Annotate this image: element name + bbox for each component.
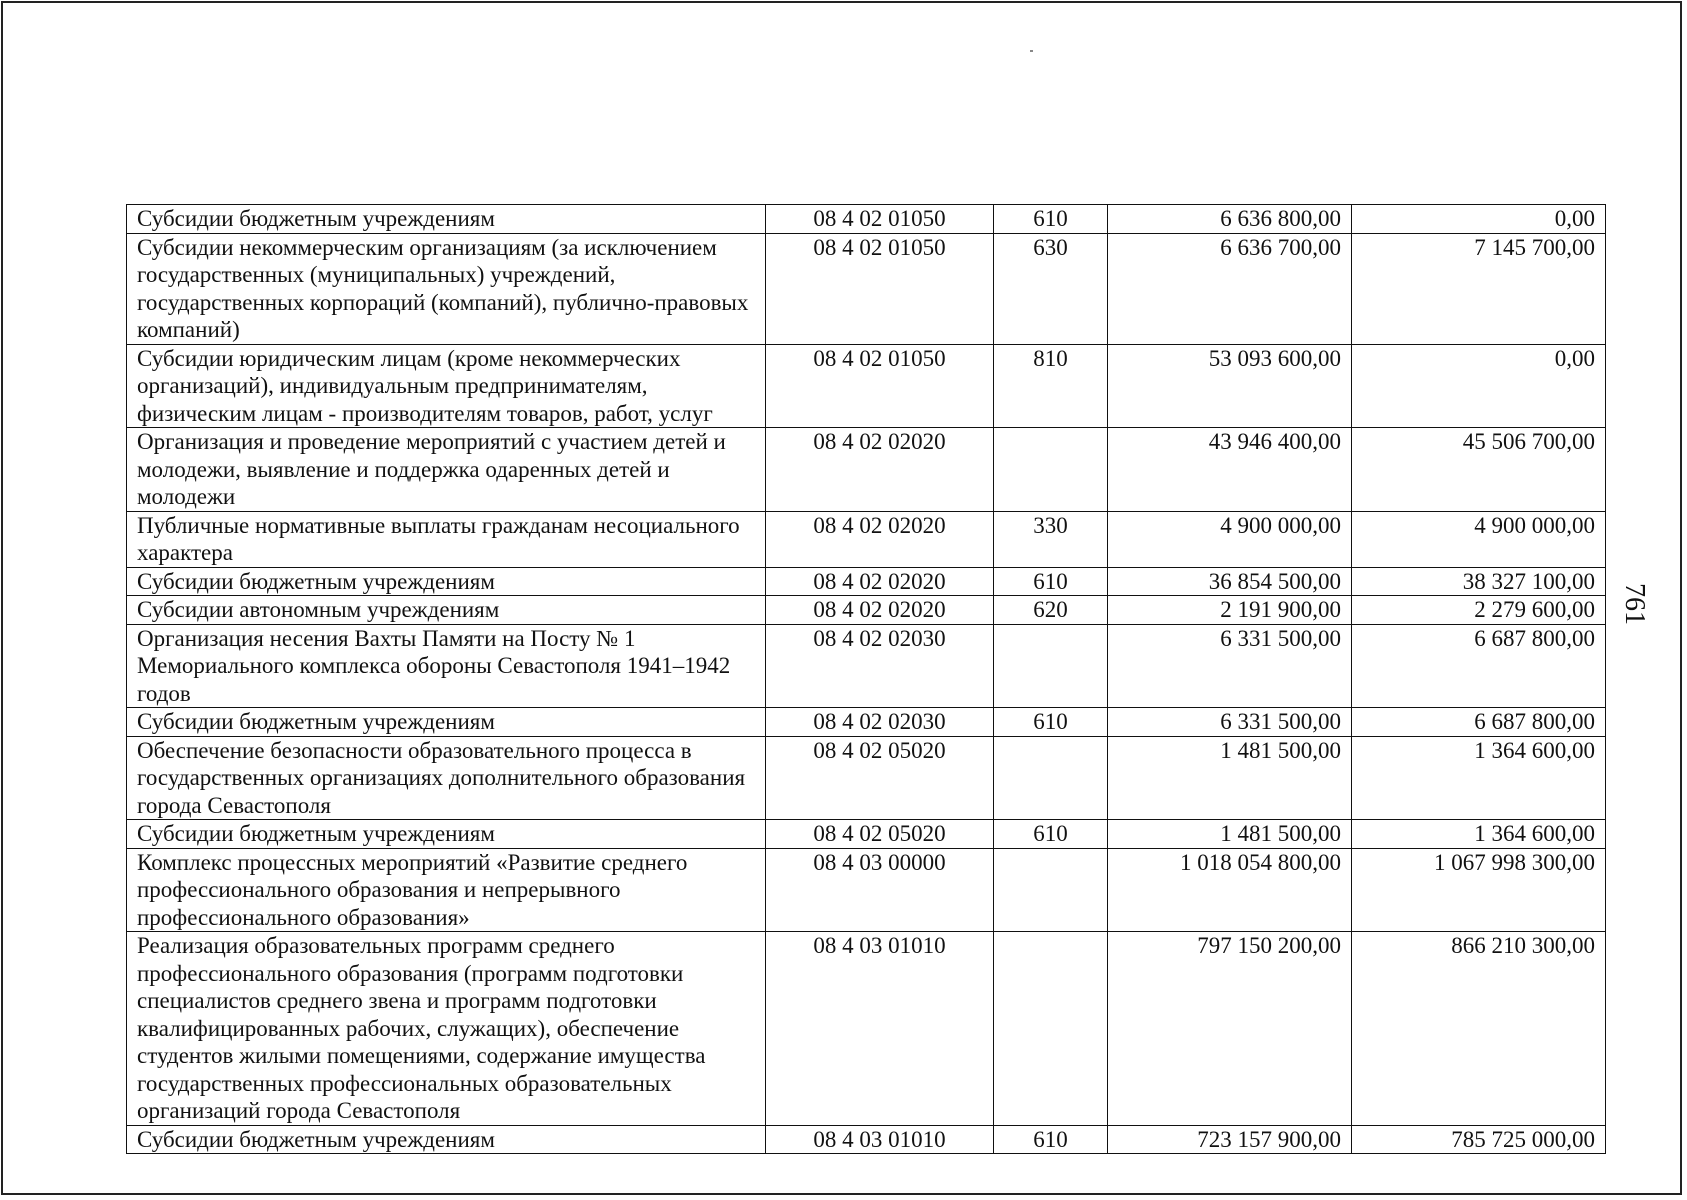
table-row [127, 932, 1606, 1126]
row-amount-year2: 7 145 700,00 [1352, 233, 1606, 344]
row-name: Публичные нормативные выплаты гражданам несоциального характера [127, 511, 766, 567]
row-amount-year2: 866 210 300,00 [1352, 932, 1606, 1126]
table-row [127, 596, 1606, 625]
row-expense-type: 610 [994, 820, 1108, 849]
row-expense-type: 620 [994, 596, 1108, 625]
row-name: Субсидии бюджетным учреждениям [127, 1125, 766, 1154]
table-row [127, 233, 1606, 344]
row-expense-type [994, 624, 1108, 708]
row-expense-type [994, 428, 1108, 512]
row-amount-year2: 2 279 600,00 [1352, 596, 1606, 625]
table-row [127, 624, 1606, 708]
table-row [127, 428, 1606, 512]
row-target-code: 08 4 02 02020 [766, 511, 994, 567]
row-amount-year1: 1 018 054 800,00 [1108, 848, 1352, 932]
row-expense-type: 610 [994, 567, 1108, 596]
row-expense-type [994, 848, 1108, 932]
row-name: Субсидии бюджетным учреждениям [127, 708, 766, 737]
row-target-code: 08 4 02 01050 [766, 205, 994, 234]
row-amount-year2: 0,00 [1352, 205, 1606, 234]
row-amount-year1: 2 191 900,00 [1108, 596, 1352, 625]
row-amount-year1: 36 854 500,00 [1108, 567, 1352, 596]
row-name: Субсидии бюджетным учреждениям [127, 205, 766, 234]
table-row [127, 1125, 1606, 1154]
budget-table [126, 204, 1606, 1154]
row-amount-year2: 4 900 000,00 [1352, 511, 1606, 567]
row-amount-year1: 723 157 900,00 [1108, 1125, 1352, 1154]
row-name: Субсидии бюджетным учреждениям [127, 820, 766, 849]
row-amount-year1: 6 636 800,00 [1108, 205, 1352, 234]
row-amount-year1: 797 150 200,00 [1108, 932, 1352, 1126]
row-expense-type: 610 [994, 1125, 1108, 1154]
row-target-code: 08 4 02 02020 [766, 567, 994, 596]
row-name: Комплекс процессных мероприятий «Развитие среднего профессионального образования и непрерывного профессионального образования» [127, 848, 766, 932]
row-target-code: 08 4 02 02030 [766, 624, 994, 708]
row-target-code: 08 4 02 02030 [766, 708, 994, 737]
row-expense-type: 810 [994, 344, 1108, 428]
row-name: Организация и проведение мероприятий с участием детей и молодежи, выявление и поддержка одаренных детей и молодежи [127, 428, 766, 512]
row-name: Субсидии юридическим лицам (кроме некоммерческих организаций), индивидуальным предпринимателям, физическим лицам - производителям товаров, работ, услуг [127, 344, 766, 428]
row-amount-year2: 1 067 998 300,00 [1352, 848, 1606, 932]
row-target-code: 08 4 03 00000 [766, 848, 994, 932]
table-row [127, 344, 1606, 428]
row-amount-year2: 1 364 600,00 [1352, 820, 1606, 849]
row-amount-year1: 6 636 700,00 [1108, 233, 1352, 344]
row-target-code: 08 4 03 01010 [766, 1125, 994, 1154]
row-name: Организация несения Вахты Памяти на Посту № 1 Мемориального комплекса обороны Севастополя 1941–1942 годов [127, 624, 766, 708]
row-name: Субсидии автономным учреждениям [127, 596, 766, 625]
row-name: Реализация образовательных программ среднего профессионального образования (программ подготовки специалистов среднего звена и программ подготовки квалифицированных рабочих, служащих), обеспечение студентов жилыми помещениями, содержание имущества государственных профессиональных образовательных организаций города Севастополя [127, 932, 766, 1126]
row-amount-year2: 38 327 100,00 [1352, 567, 1606, 596]
row-amount-year2: 785 725 000,00 [1352, 1125, 1606, 1154]
row-expense-type: 610 [994, 708, 1108, 737]
row-amount-year2: 6 687 800,00 [1352, 624, 1606, 708]
row-name: Обеспечение безопасности образовательного процесса в государственных организациях дополнительного образования города Севастополя [127, 736, 766, 820]
row-target-code: 08 4 02 02020 [766, 596, 994, 625]
row-target-code: 08 4 02 02020 [766, 428, 994, 512]
table-row [127, 205, 1606, 234]
row-target-code: 08 4 02 01050 [766, 344, 994, 428]
row-amount-year1: 53 093 600,00 [1108, 344, 1352, 428]
row-expense-type: 330 [994, 511, 1108, 567]
row-amount-year1: 1 481 500,00 [1108, 820, 1352, 849]
row-amount-year2: 45 506 700,00 [1352, 428, 1606, 512]
row-name: Субсидии бюджетным учреждениям [127, 567, 766, 596]
row-amount-year1: 6 331 500,00 [1108, 624, 1352, 708]
row-target-code: 08 4 02 05020 [766, 736, 994, 820]
row-expense-type [994, 736, 1108, 820]
row-target-code: 08 4 02 01050 [766, 233, 994, 344]
row-expense-type: 610 [994, 205, 1108, 234]
row-amount-year2: 0,00 [1352, 344, 1606, 428]
table-row [127, 820, 1606, 849]
row-name: Субсидии некоммерческим организациям (за исключением государственных (муниципальных) учреждений, государственных корпораций (компаний), публично-правовых компаний) [127, 233, 766, 344]
row-amount-year1: 4 900 000,00 [1108, 511, 1352, 567]
table-row [127, 511, 1606, 567]
table-row [127, 708, 1606, 737]
row-target-code: 08 4 02 05020 [766, 820, 994, 849]
table-row [127, 848, 1606, 932]
row-amount-year1: 1 481 500,00 [1108, 736, 1352, 820]
row-target-code: 08 4 03 01010 [766, 932, 994, 1126]
page-number: 761 [1619, 583, 1650, 625]
row-expense-type [994, 932, 1108, 1126]
row-amount-year1: 43 946 400,00 [1108, 428, 1352, 512]
row-expense-type: 630 [994, 233, 1108, 344]
table-row [127, 567, 1606, 596]
row-amount-year1: 6 331 500,00 [1108, 708, 1352, 737]
row-amount-year2: 1 364 600,00 [1352, 736, 1606, 820]
row-amount-year2: 6 687 800,00 [1352, 708, 1606, 737]
table-row [127, 736, 1606, 820]
scan-speck [1030, 50, 1033, 52]
